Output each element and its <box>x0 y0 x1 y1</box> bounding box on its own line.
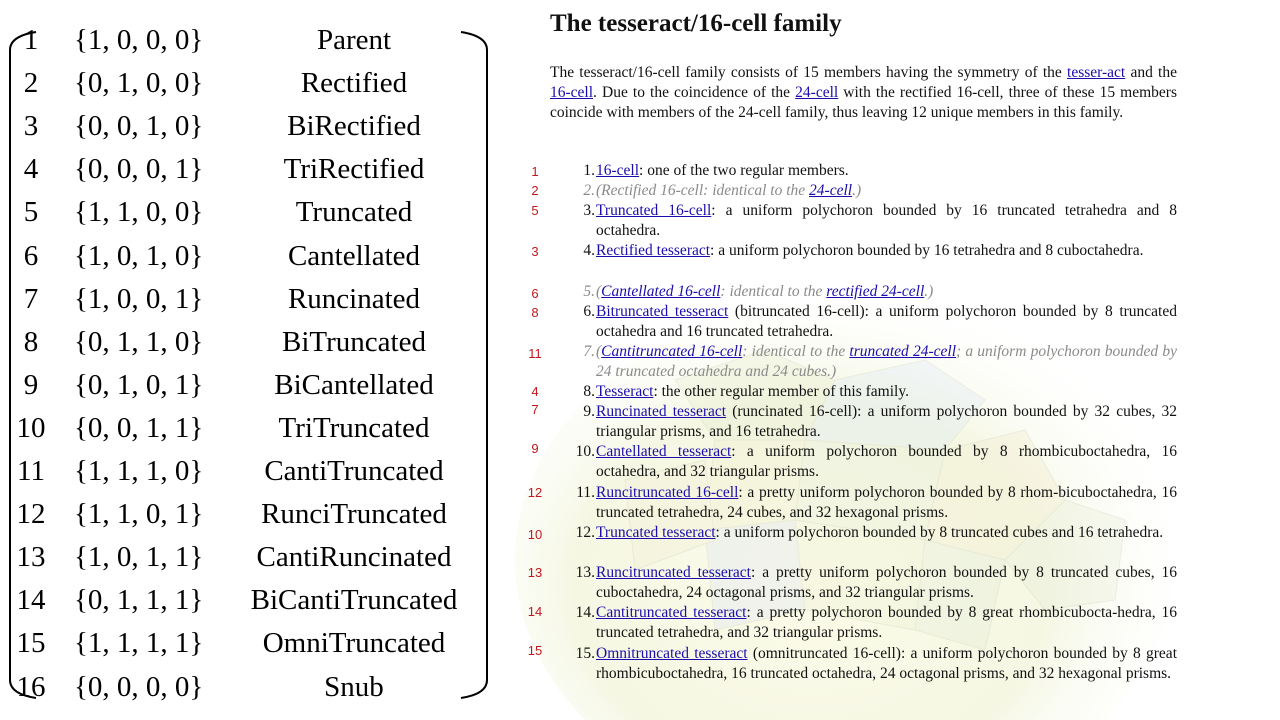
item-text <box>596 342 1177 382</box>
row-number: 16 <box>16 670 46 703</box>
row-name: BiCantiTruncated <box>250 584 458 617</box>
item-link[interactable]: Truncated tesseract <box>596 524 716 541</box>
item-fragment: : a pretty uniform polychoron bounded by 8 rhom-bicuboctahedra, 16 truncated tetrahedra, 24 cubes, and 32 hexagonal prisms. <box>596 484 1177 521</box>
row-vector: {0, 0, 0, 1} <box>74 153 204 186</box>
item-fragment: : one of the two regular members. <box>639 162 849 179</box>
item-link[interactable]: Cantellated tesseract <box>596 443 732 460</box>
item-text <box>596 282 1177 302</box>
item-fragment: : a uniform polychoron bounded by 16 tetrahedra and 8 cuboctahedra. <box>710 242 1144 259</box>
item-text <box>596 483 1177 523</box>
row-name: BiTruncated <box>282 325 426 358</box>
item-text <box>596 563 1177 603</box>
row-vector: {1, 0, 0, 0} <box>74 24 204 56</box>
row-number: 2 <box>23 67 39 100</box>
item-link[interactable]: Runcitruncated tesseract <box>596 564 751 581</box>
item-number: 7. <box>583 343 595 360</box>
item-text <box>596 181 1177 201</box>
item-link[interactable]: Tesseract <box>596 383 654 400</box>
item-text <box>596 442 1177 482</box>
row-number: 6 <box>23 239 39 272</box>
member-list <box>505 0 1280 720</box>
row-name: Snub <box>324 670 384 703</box>
item-number: 13. <box>575 564 595 581</box>
item-fragment: ( <box>596 343 602 360</box>
item-fragment: : the other regular member of this family. <box>653 383 909 400</box>
item-fragment: (omnitruncated 16-cell): a uniform polychoron bounded by 8 great rhombicuboctahedra, 16 truncated octahedra, 24 octagonal prisms, and 32 hexagonal prisms. <box>596 645 1177 682</box>
item-link[interactable]: Omnitruncated tesseract <box>596 645 748 662</box>
item-fragment: .) <box>852 182 862 199</box>
row-number: 4 <box>23 153 39 186</box>
row-name: Parent <box>316 24 392 56</box>
item-link[interactable]: 16-cell <box>596 162 640 179</box>
item-link[interactable]: truncated 24-cell <box>849 343 957 360</box>
item-text <box>596 644 1177 684</box>
row-number: 13 <box>16 541 46 574</box>
coxeter-table <box>0 0 500 720</box>
margin-marker: 13 <box>527 565 543 580</box>
intro-link[interactable]: tesser-act <box>1067 64 1126 81</box>
row-vector: {1, 0, 0, 1} <box>74 282 204 315</box>
document-panel <box>505 0 1280 720</box>
row-number: 5 <box>23 196 39 229</box>
row-number: 7 <box>23 282 39 315</box>
intro-link[interactable]: 24-cell <box>795 84 839 101</box>
margin-marker: 14 <box>527 604 543 619</box>
item-link[interactable]: Truncated 16-cell <box>596 202 712 219</box>
row-number: 10 <box>16 411 46 444</box>
row-name: BiCantellated <box>274 368 434 401</box>
margin-marker: 15 <box>527 643 543 658</box>
row-vector: {1, 1, 0, 0} <box>74 196 204 229</box>
row-name: BiRectified <box>287 110 421 143</box>
margin-marker: 10 <box>527 527 543 542</box>
item-text <box>596 201 1177 241</box>
row-vector: {0, 1, 1, 1} <box>74 584 204 617</box>
item-number: 1. <box>583 162 595 179</box>
margin-marker: 1 <box>531 164 539 179</box>
row-name: CantiTruncated <box>264 455 444 487</box>
row-vector: {1, 1, 0, 1} <box>74 498 204 531</box>
item-fragment: : identical to the <box>742 343 850 360</box>
row-name: RunciTruncated <box>261 498 447 531</box>
row-number: 15 <box>16 627 46 660</box>
item-fragment: .) <box>924 283 934 300</box>
item-text <box>596 302 1177 342</box>
row-vector: {0, 1, 0, 1} <box>74 368 204 401</box>
item-number: 14. <box>575 604 595 621</box>
item-link[interactable]: 24-cell <box>809 182 853 199</box>
row-vector: {1, 1, 1, 0} <box>74 455 204 487</box>
item-text <box>596 402 1177 442</box>
row-vector: {0, 1, 0, 0} <box>74 67 204 100</box>
item-number: 12. <box>575 524 595 541</box>
row-vector: {1, 0, 1, 1} <box>74 541 204 574</box>
item-fragment: : a uniform polychoron bounded by 8 rhombicuboctahedra, 16 octahedra, and 32 triangular prisms. <box>596 443 1177 480</box>
margin-marker: 5 <box>531 203 539 218</box>
item-number: 10. <box>575 443 595 460</box>
intro-text: The tesseract/16-cell family consists of 15 members having the symmetry of the <box>550 64 1068 81</box>
margin-marker: 12 <box>527 485 543 500</box>
item-text <box>596 382 1177 402</box>
item-link[interactable]: rectified 24-cell <box>826 283 925 300</box>
item-link[interactable]: Rectified tesseract <box>596 242 711 259</box>
item-link[interactable]: Runcinated tesseract <box>596 403 727 420</box>
item-number: 8. <box>583 383 595 400</box>
item-number: 2. <box>583 182 595 199</box>
row-name: CantiRuncinated <box>256 541 452 574</box>
row-number: 3 <box>23 110 39 143</box>
intro-text: and the <box>1125 64 1177 81</box>
item-fragment: ( <box>596 283 602 300</box>
item-fragment: (bitruncated 16-cell): a uniform polychoron bounded by 8 truncated octahedra and 16 truncated tetrahedra. <box>596 303 1177 340</box>
row-number: 12 <box>16 498 46 531</box>
item-fragment: : a uniform polychoron bounded by 8 truncated cubes and 16 tetrahedra. <box>715 524 1164 541</box>
intro-text: with the rectified 16-cell, three of these 15 members coincide with members of the 24-cell family, thus leaving 12 unique members in this family. <box>550 84 1177 121</box>
margin-marker: 3 <box>531 244 539 259</box>
item-number: 6. <box>583 303 595 320</box>
item-text <box>596 603 1177 643</box>
row-number: 1 <box>23 24 39 56</box>
item-number: 3. <box>583 202 595 219</box>
item-fragment: : a uniform polychoron bounded by 16 truncated tetrahedra and 8 octahedra. <box>596 202 1177 239</box>
item-number: 11. <box>576 484 595 501</box>
item-number: 5. <box>583 283 595 300</box>
margin-marker: 9 <box>531 441 539 456</box>
row-name: TriTruncated <box>278 411 430 444</box>
item-text <box>596 241 1177 261</box>
row-name: Runcinated <box>287 282 421 315</box>
item-fragment: (runcinated 16-cell): a uniform polychoron bounded by 32 cubes, 32 triangular prisms, and 16 tetrahedra. <box>596 403 1177 440</box>
item-fragment: : identical to the <box>720 283 827 300</box>
margin-marker: 2 <box>531 183 539 198</box>
item-link[interactable]: Cantellated 16-cell <box>601 283 721 300</box>
row-name: TriRectified <box>283 153 425 186</box>
item-number: 9. <box>583 403 595 420</box>
row-number: 8 <box>23 325 39 358</box>
item-fragment: (Rectified 16-cell: identical to the <box>596 182 810 199</box>
row-name: Rectified <box>300 67 408 100</box>
margin-marker: 4 <box>531 384 539 399</box>
item-link[interactable]: Cantitruncated 16-cell <box>601 343 743 360</box>
margin-marker: 6 <box>531 286 539 301</box>
item-link[interactable]: Bitruncated tesseract <box>596 303 729 320</box>
item-text <box>596 523 1177 543</box>
item-fragment: ; a uniform polychoron bounded by 24 truncated octahedra and 24 cubes.) <box>596 343 1177 380</box>
row-name: Cantellated <box>287 239 421 272</box>
row-number: 14 <box>16 584 46 617</box>
row-number: 11 <box>17 455 45 487</box>
row-name: OmniTruncated <box>262 627 446 660</box>
margin-marker: 11 <box>528 346 542 361</box>
intro-link[interactable]: 16-cell <box>550 84 594 101</box>
item-text <box>596 161 1177 181</box>
item-fragment: : a pretty polychoron bounded by 8 great rhombicubocta-hedra, 16 truncated tetrahedra, and 32 triangular prisms. <box>596 604 1177 641</box>
row-vector: {0, 1, 1, 0} <box>74 325 204 358</box>
page-title: The tesseract/16-cell family <box>550 10 842 37</box>
row-number: 9 <box>23 368 39 401</box>
row-vector: {0, 0, 1, 0} <box>74 110 204 143</box>
margin-marker: 8 <box>531 305 539 320</box>
intro-text: . Due to the coincidence of the <box>593 84 796 101</box>
item-number: 15. <box>575 645 595 662</box>
item-link[interactable]: Cantitruncated tesseract <box>596 604 747 621</box>
item-link[interactable]: Runcitruncated 16-cell <box>596 484 739 501</box>
row-name: Truncated <box>295 196 413 229</box>
item-fragment: : a pretty uniform polychoron bounded by 8 truncated cubes, 16 cuboctahedra, 24 octagonal prisms, and 32 triangular prisms. <box>596 564 1177 601</box>
row-vector: {1, 1, 1, 1} <box>74 627 204 660</box>
row-vector: {0, 0, 0, 0} <box>74 670 204 703</box>
row-vector: {1, 0, 1, 0} <box>74 239 204 272</box>
row-vector: {0, 0, 1, 1} <box>74 411 204 444</box>
margin-marker: 7 <box>531 402 539 417</box>
item-number: 4. <box>583 242 595 259</box>
